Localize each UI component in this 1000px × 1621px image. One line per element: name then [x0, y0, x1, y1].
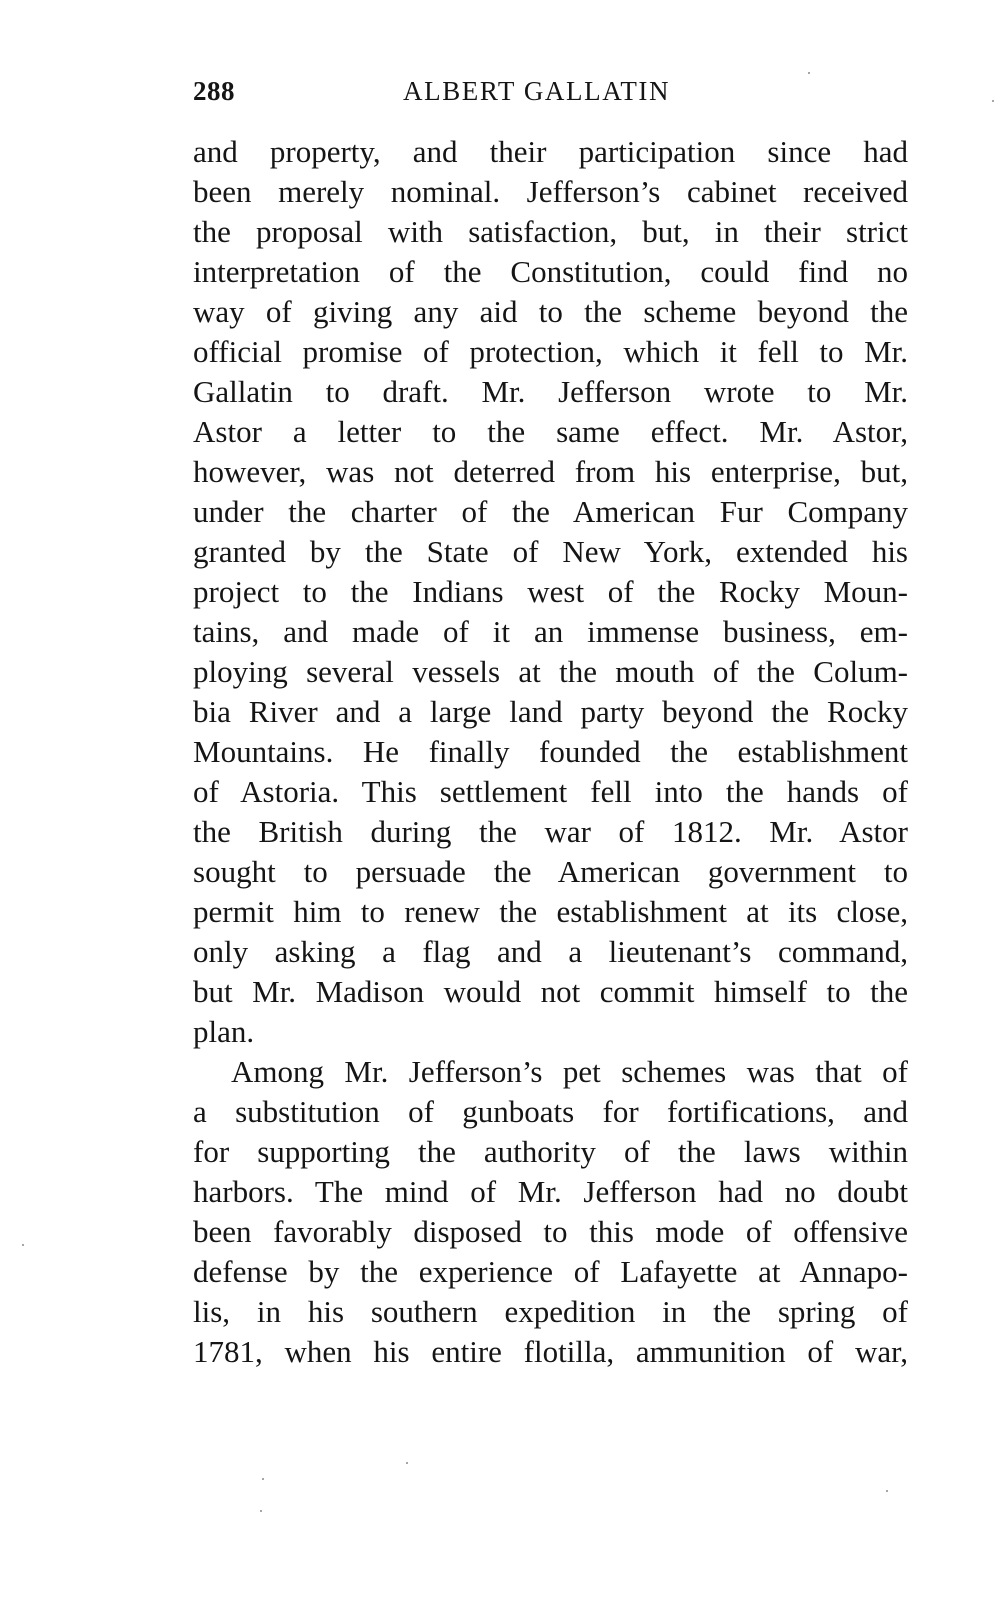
text-line: granted by the State of New York, extended his [193, 534, 908, 569]
text-line: plan. [193, 1014, 255, 1049]
text-line: 1781, when his entire flotilla, ammunition of war, [193, 1334, 908, 1369]
text-line: project to the Indians west of the Rocky Moun- [193, 574, 908, 609]
scan-speck [406, 1462, 408, 1464]
text-line: Mountains. He finally founded the establishment [193, 734, 908, 769]
scan-speck [262, 1478, 264, 1480]
text-line: however, was not deterred from his enterprise, but, [193, 454, 908, 489]
text-line: been merely nominal. Jefferson’s cabinet received [193, 174, 908, 209]
text-line: Astor a letter to the same effect. Mr. Astor, [193, 414, 908, 449]
scan-speck [808, 72, 810, 74]
scan-speck [886, 1490, 888, 1492]
running-title: ALBERT GALLATIN [403, 76, 671, 106]
text-line: been favorably disposed to this mode of offensive [193, 1214, 908, 1249]
text-line: permit him to renew the establishment at its close, [193, 894, 908, 929]
text-line: the proposal with satisfaction, but, in their strict [193, 214, 908, 249]
text-line: bia River and a large land party beyond the Rocky [193, 694, 908, 729]
scan-speck [22, 1244, 24, 1246]
text-line: defense by the experience of Lafayette at Annapo- [193, 1254, 908, 1289]
text-line: interpretation of the Constitution, could find no [193, 254, 908, 289]
page-number: 288 [193, 76, 235, 106]
running-head [193, 76, 908, 116]
text-line: under the charter of the American Fur Company [193, 494, 908, 529]
text-line: sought to persuade the American government to [193, 854, 908, 889]
text-line: lis, in his southern expedition in the spring of [193, 1294, 908, 1329]
scan-speck [260, 1510, 262, 1512]
text-line: and property, and their participation since had [193, 134, 908, 169]
body-text [193, 132, 908, 1372]
text-line: ploying several vessels at the mouth of the Colum- [193, 654, 908, 689]
scan-speck [992, 100, 994, 102]
text-line: harbors. The mind of Mr. Jefferson had no doubt [193, 1174, 908, 1209]
text-line: only asking a flag and a lieutenant’s command, [193, 934, 908, 969]
text-line: tains, and made of it an immense business, em- [193, 614, 908, 649]
text-line: a substitution of gunboats for fortifications, and [193, 1094, 908, 1129]
text-line: way of giving any aid to the scheme beyond the [193, 294, 908, 329]
text-line: but Mr. Madison would not commit himself to the [193, 974, 908, 1009]
text-line: the British during the war of 1812. Mr. Astor [193, 814, 908, 849]
text-line: for supporting the authority of the laws within [193, 1134, 908, 1169]
text-line: official promise of protection, which it fell to Mr. [193, 334, 908, 369]
paragraph [193, 132, 908, 1052]
text-line: of Astoria. This settlement fell into the hands of [193, 774, 908, 809]
text-line: Among Mr. Jefferson’s pet schemes was that of [231, 1054, 908, 1089]
text-line: Gallatin to draft. Mr. Jefferson wrote to Mr. [193, 374, 908, 409]
paragraph [193, 1052, 908, 1372]
